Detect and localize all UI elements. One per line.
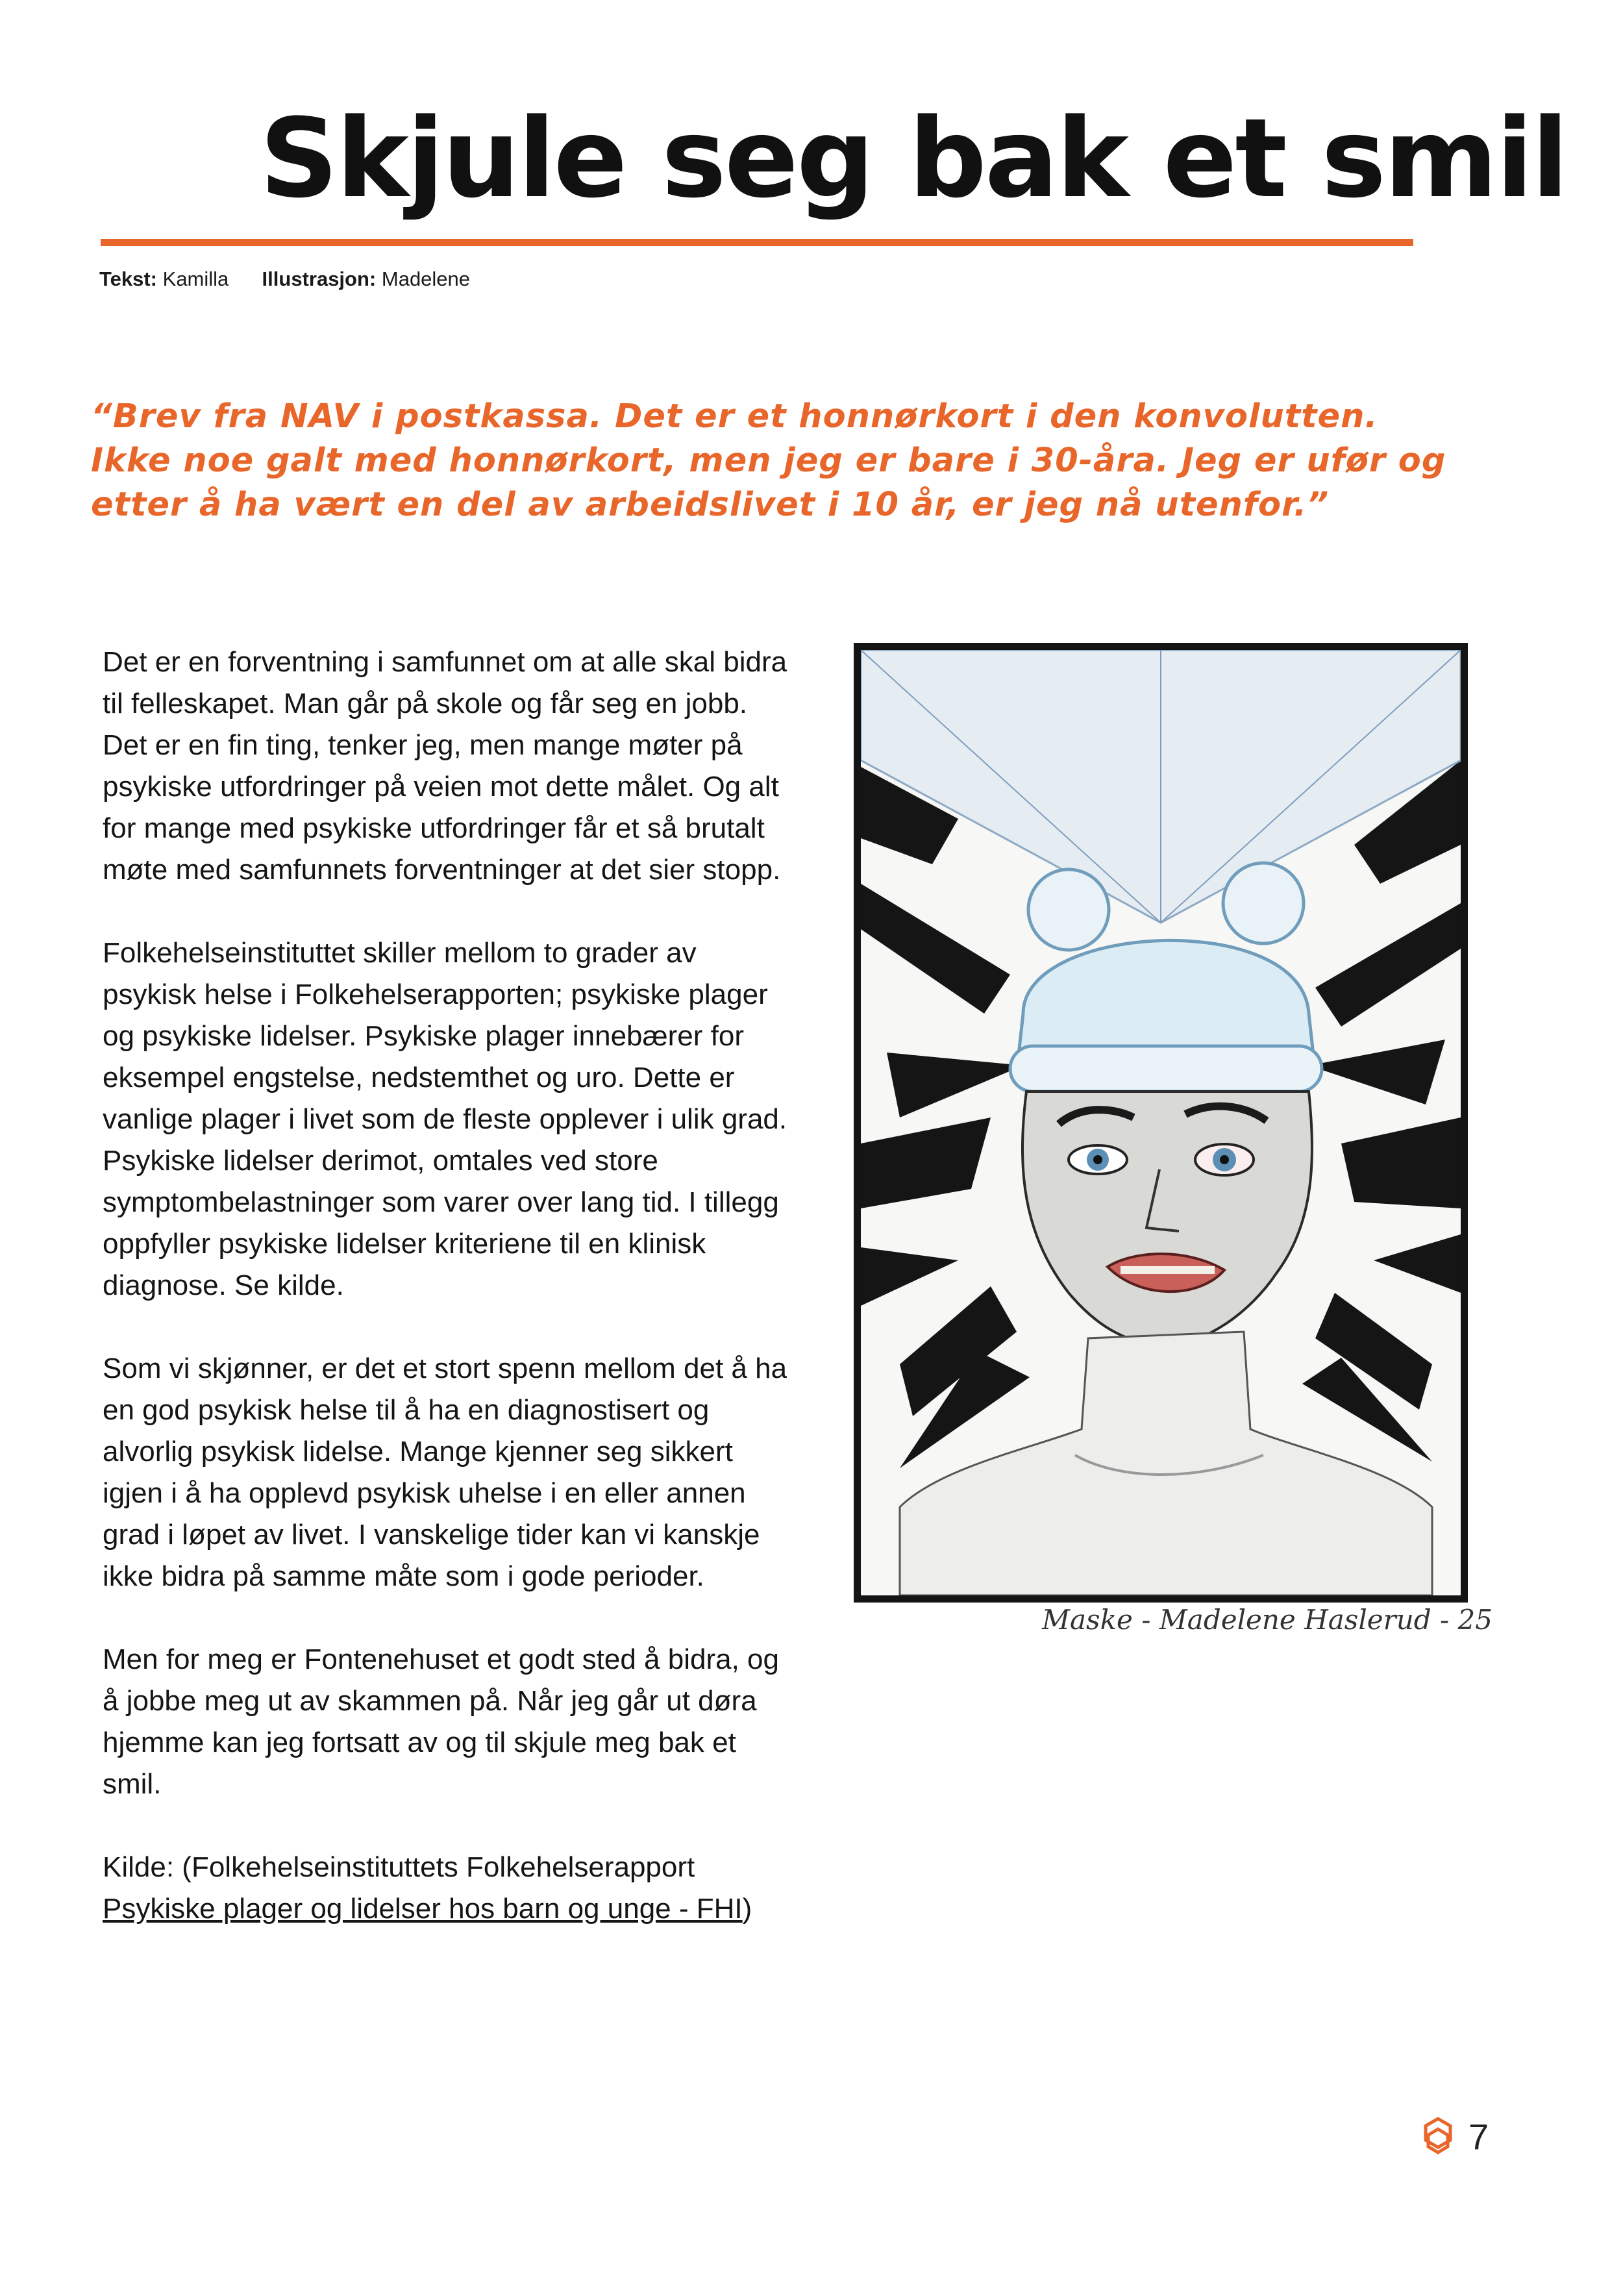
source-citation	[103, 1847, 791, 1930]
source-prefix: Kilde: (Folkehelseinstituttets Folkehelserapport	[103, 1851, 695, 1883]
article-credits	[99, 268, 470, 291]
text-credit-label: Tekst:	[99, 268, 158, 290]
illustration-credit-label: Illustrasjon:	[262, 268, 377, 290]
source-link[interactable]: Psykiske plager og lidelser hos barn og unge - FHI	[103, 1893, 743, 1925]
illustration-caption: Maske - Madelene Haslerud - 25	[1042, 1604, 1493, 1636]
article-title: Skjule seg bak et smil	[260, 95, 1567, 222]
body-paragraph-3: Som vi skjønner, er det et stort spenn mellom det å ha en god psykisk helse til å ha en diagnostisert og alvorlig psykisk lidelse. Mange kjenner seg sikkert igjen i å ha opplevd psykisk uhelse i en eller annen grad i løpet av livet. I vanskelige tider kan vi kanskje ikke bidra på samme måte som i gode perioder.	[103, 1353, 787, 1592]
body-paragraph-1: Det er en forventning i samfunnet om at alle skal bidra til felleskapet. Man går på skole og får seg en jobb. Det er en fin ting, tenker jeg, men mange møter på psykiske utfordringer på veien mot dette målet. Og alt for mange med psykiske utfordringer får et så brutalt møte med samfunnets forventninger at det sier stopp.	[103, 646, 787, 886]
text-credit-author: Kamilla	[162, 268, 229, 290]
hexagon-logo-icon	[1422, 2116, 1454, 2158]
mask-drawing	[861, 650, 1461, 1595]
pull-quote: “Brev fra NAV i postkassa. Det er et honnørkort i den konvolutten. Ikke noe galt med honnørkort, men jeg er bare i 30-åra. Jeg er ufør og etter å ha vært en del av arbeidslivet i 10 år, er jeg nå utenfor.”	[91, 397, 1446, 524]
illustration-credit-author: Madelene	[381, 268, 471, 290]
body-paragraph-4: Men for meg er Fontenehuset et godt sted å bidra, og å jobbe meg ut av skammen på. Når jeg går ut døra hjemme kan jeg fortsatt av og til skjule meg bak et smil.	[103, 1643, 779, 1800]
illustration-mask	[854, 643, 1468, 1603]
page-number: 7	[1468, 2116, 1489, 2157]
body-paragraph-2: Folkehelseinstituttet skiller mellom to grader av psykisk helse i Folkehelserapporten; psykiske plager og psykiske lidelser. Psykiske plager innebærer for eksempel engstelse, nedstemthet og uro. Dette er vanlige plager i livet som de fleste opplever i ulik grad. Psykiske lidelser derimot, omtales ved store symptombelastninger som varer over lang tid. I tillegg oppfyller psykiske lidelser kriteriene til en klinisk diagnose. Se kilde.	[103, 937, 787, 1301]
page-footer	[1422, 2115, 1489, 2158]
title-underline	[101, 239, 1413, 246]
source-suffix: )	[742, 1893, 752, 1925]
article-body	[103, 642, 791, 1971]
